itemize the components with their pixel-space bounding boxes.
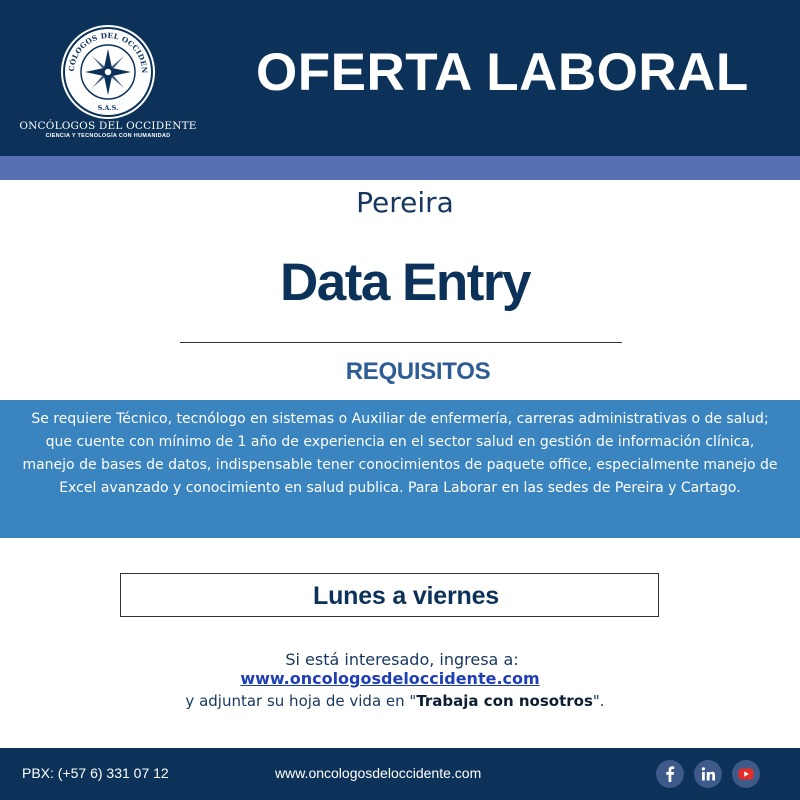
apply-cv-prefix: y adjuntar su hoja de vida en ": [185, 692, 417, 710]
footer-phone: PBX: (+57 6) 331 07 12: [22, 765, 169, 781]
linkedin-icon[interactable]: [694, 760, 722, 788]
trabaja-con-nosotros-label: Trabaja con nosotros: [416, 692, 593, 710]
logo-seal-text: CÓLOGOS DEL OCCIDEN: [66, 30, 150, 74]
section-divider: [180, 342, 622, 343]
apply-instructions: Si está interesado, ingresa a:: [285, 650, 519, 669]
footer-website: www.oncologosdeloccidente.com: [275, 765, 482, 781]
job-title: Data Entry: [279, 253, 531, 312]
company-tagline: CIENCIA Y TECNOLOGÍA CON HUMANIDAD: [45, 133, 171, 139]
job-city: Pereira: [356, 186, 454, 219]
header-stripe: [0, 156, 800, 180]
company-name: ONCÓLOGOS DEL OCCIDENTE: [19, 120, 197, 132]
requirements-heading: REQUISITOS: [345, 358, 491, 385]
website-link[interactable]: www.oncologosdeloccidente.com: [240, 669, 540, 688]
schedule-label: Lunes a viernes: [313, 582, 499, 610]
requirements-text: Se requiere Técnico, tecnólogo en sistemas o Auxiliar de enfermería, carreras administrativas o de salud; que cuente con mínimo de 1 año de experiencia en el sector salud en gestión de información clínica, manejo de bases de datos, indispensable tener conocimientos de paquete office, especialmente manejo de Excel avanzado y conocimiento en salud publica. Para Laborar en las sedes de Pereira y Cartago.: [22, 411, 778, 496]
youtube-icon[interactable]: [732, 760, 760, 788]
logo-seal-sub: S.A.S.: [97, 104, 119, 112]
page-title: OFERTA LABORAL: [256, 43, 749, 102]
company-logo-seal: [60, 24, 156, 120]
apply-cv-suffix: ".: [592, 692, 605, 710]
apply-cv-instructions: [0, 692, 790, 710]
facebook-icon[interactable]: [656, 760, 684, 788]
